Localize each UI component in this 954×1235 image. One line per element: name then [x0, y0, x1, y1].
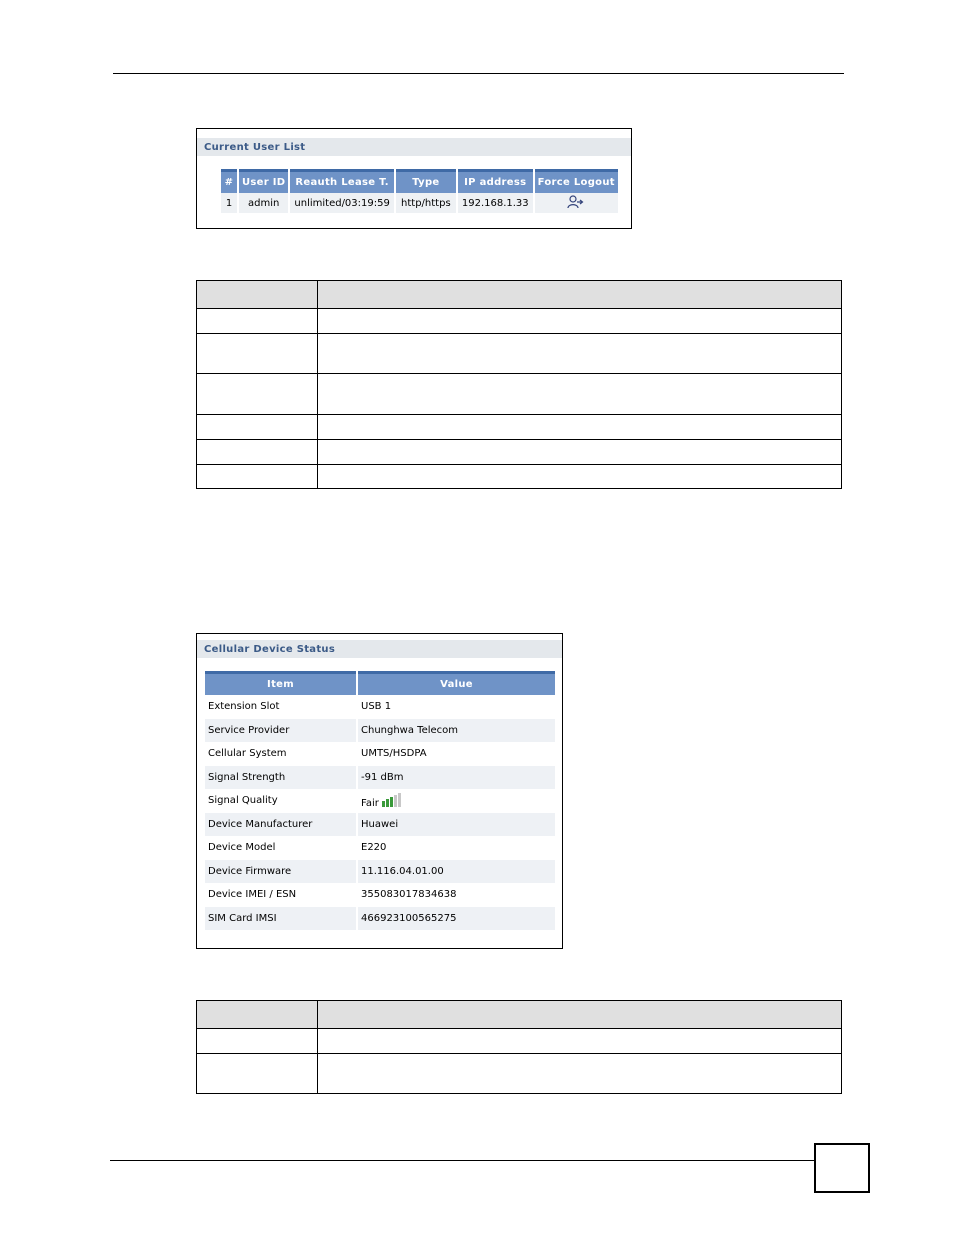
table-row: [197, 415, 842, 440]
field-description-table-2: [196, 1000, 842, 1094]
value-cell: USB 1: [358, 695, 555, 719]
column-header-user-id: User ID: [239, 169, 288, 193]
current-user-list-panel: [196, 128, 632, 229]
table-row: [197, 334, 842, 374]
item-cell: Signal Quality: [205, 789, 356, 813]
signal-bar: [382, 801, 385, 807]
type-cell: http/https: [396, 193, 456, 213]
signal-quality-text: Fair: [361, 797, 379, 809]
description-header-cell: [318, 1001, 842, 1029]
panel-title: Cellular Device Status: [197, 640, 562, 658]
signal-bars-icon: [382, 793, 401, 807]
table-row: [205, 719, 555, 743]
value-cell: -91 dBm: [358, 766, 555, 790]
item-cell: Device IMEI / ESN: [205, 883, 356, 907]
force-logout-icon[interactable]: [567, 195, 585, 212]
signal-bar: [394, 795, 397, 807]
table-row: [197, 1054, 842, 1094]
label-header-cell: [197, 281, 318, 309]
value-cell: 466923100565275: [358, 907, 555, 931]
column-header-item: Item: [205, 671, 356, 695]
force-logout-cell: [535, 193, 618, 213]
label-header-cell: [197, 1001, 318, 1029]
table-row: [221, 193, 618, 213]
item-cell: Extension Slot: [205, 695, 356, 719]
signal-bar: [390, 797, 393, 807]
column-header-reauth-lease: Reauth Lease T.: [290, 169, 393, 193]
item-cell: Service Provider: [205, 719, 356, 743]
item-cell: Cellular System: [205, 742, 356, 766]
page-number-box: [814, 1143, 870, 1193]
ip-address-cell: 192.168.1.33: [458, 193, 533, 213]
table-row: [197, 465, 842, 489]
value-cell: UMTS/HSDPA: [358, 742, 555, 766]
value-cell: [358, 789, 555, 813]
value-cell: 11.116.04.01.00: [358, 860, 555, 884]
table-row: [205, 813, 555, 837]
cellular-device-status-panel: [196, 633, 563, 949]
value-cell: Huawei: [358, 813, 555, 837]
signal-bar: [386, 799, 389, 807]
table-row: [197, 440, 842, 465]
header-rule: [113, 73, 844, 74]
description-header-cell: [318, 281, 842, 309]
item-cell: Device Model: [205, 836, 356, 860]
value-cell: E220: [358, 836, 555, 860]
table-row: [205, 860, 555, 884]
table-header-row: [197, 281, 842, 309]
table-row: [197, 374, 842, 415]
table-row: [205, 695, 555, 719]
value-cell: 355083017834638: [358, 883, 555, 907]
panel-title: Current User List: [197, 138, 631, 156]
column-header-force-logout: Force Logout: [535, 169, 618, 193]
table-row: [205, 907, 555, 931]
field-description-table-1: [196, 280, 842, 489]
reauth-lease-cell: unlimited/03:19:59: [290, 193, 393, 213]
item-cell: Device Manufacturer: [205, 813, 356, 837]
table-row: [205, 883, 555, 907]
user-list-table: [219, 169, 620, 213]
column-header-value: Value: [358, 671, 555, 695]
row-number: 1: [221, 193, 237, 213]
item-cell: Device Firmware: [205, 860, 356, 884]
column-header-ip-address: IP address: [458, 169, 533, 193]
signal-bar: [398, 793, 401, 807]
table-row: [205, 836, 555, 860]
table-header-row: [197, 1001, 842, 1029]
footer-rule: [110, 1160, 814, 1161]
table-row: [205, 742, 555, 766]
item-cell: SIM Card IMSI: [205, 907, 356, 931]
column-header-number: #: [221, 169, 237, 193]
table-row: [205, 766, 555, 790]
user-id-cell: admin: [239, 193, 288, 213]
item-cell: Signal Strength: [205, 766, 356, 790]
table-row: [205, 789, 555, 813]
value-cell: Chunghwa Telecom: [358, 719, 555, 743]
column-header-type: Type: [396, 169, 456, 193]
table-row: [197, 1029, 842, 1054]
table-row: [197, 309, 842, 334]
cellular-status-table: [203, 671, 557, 930]
